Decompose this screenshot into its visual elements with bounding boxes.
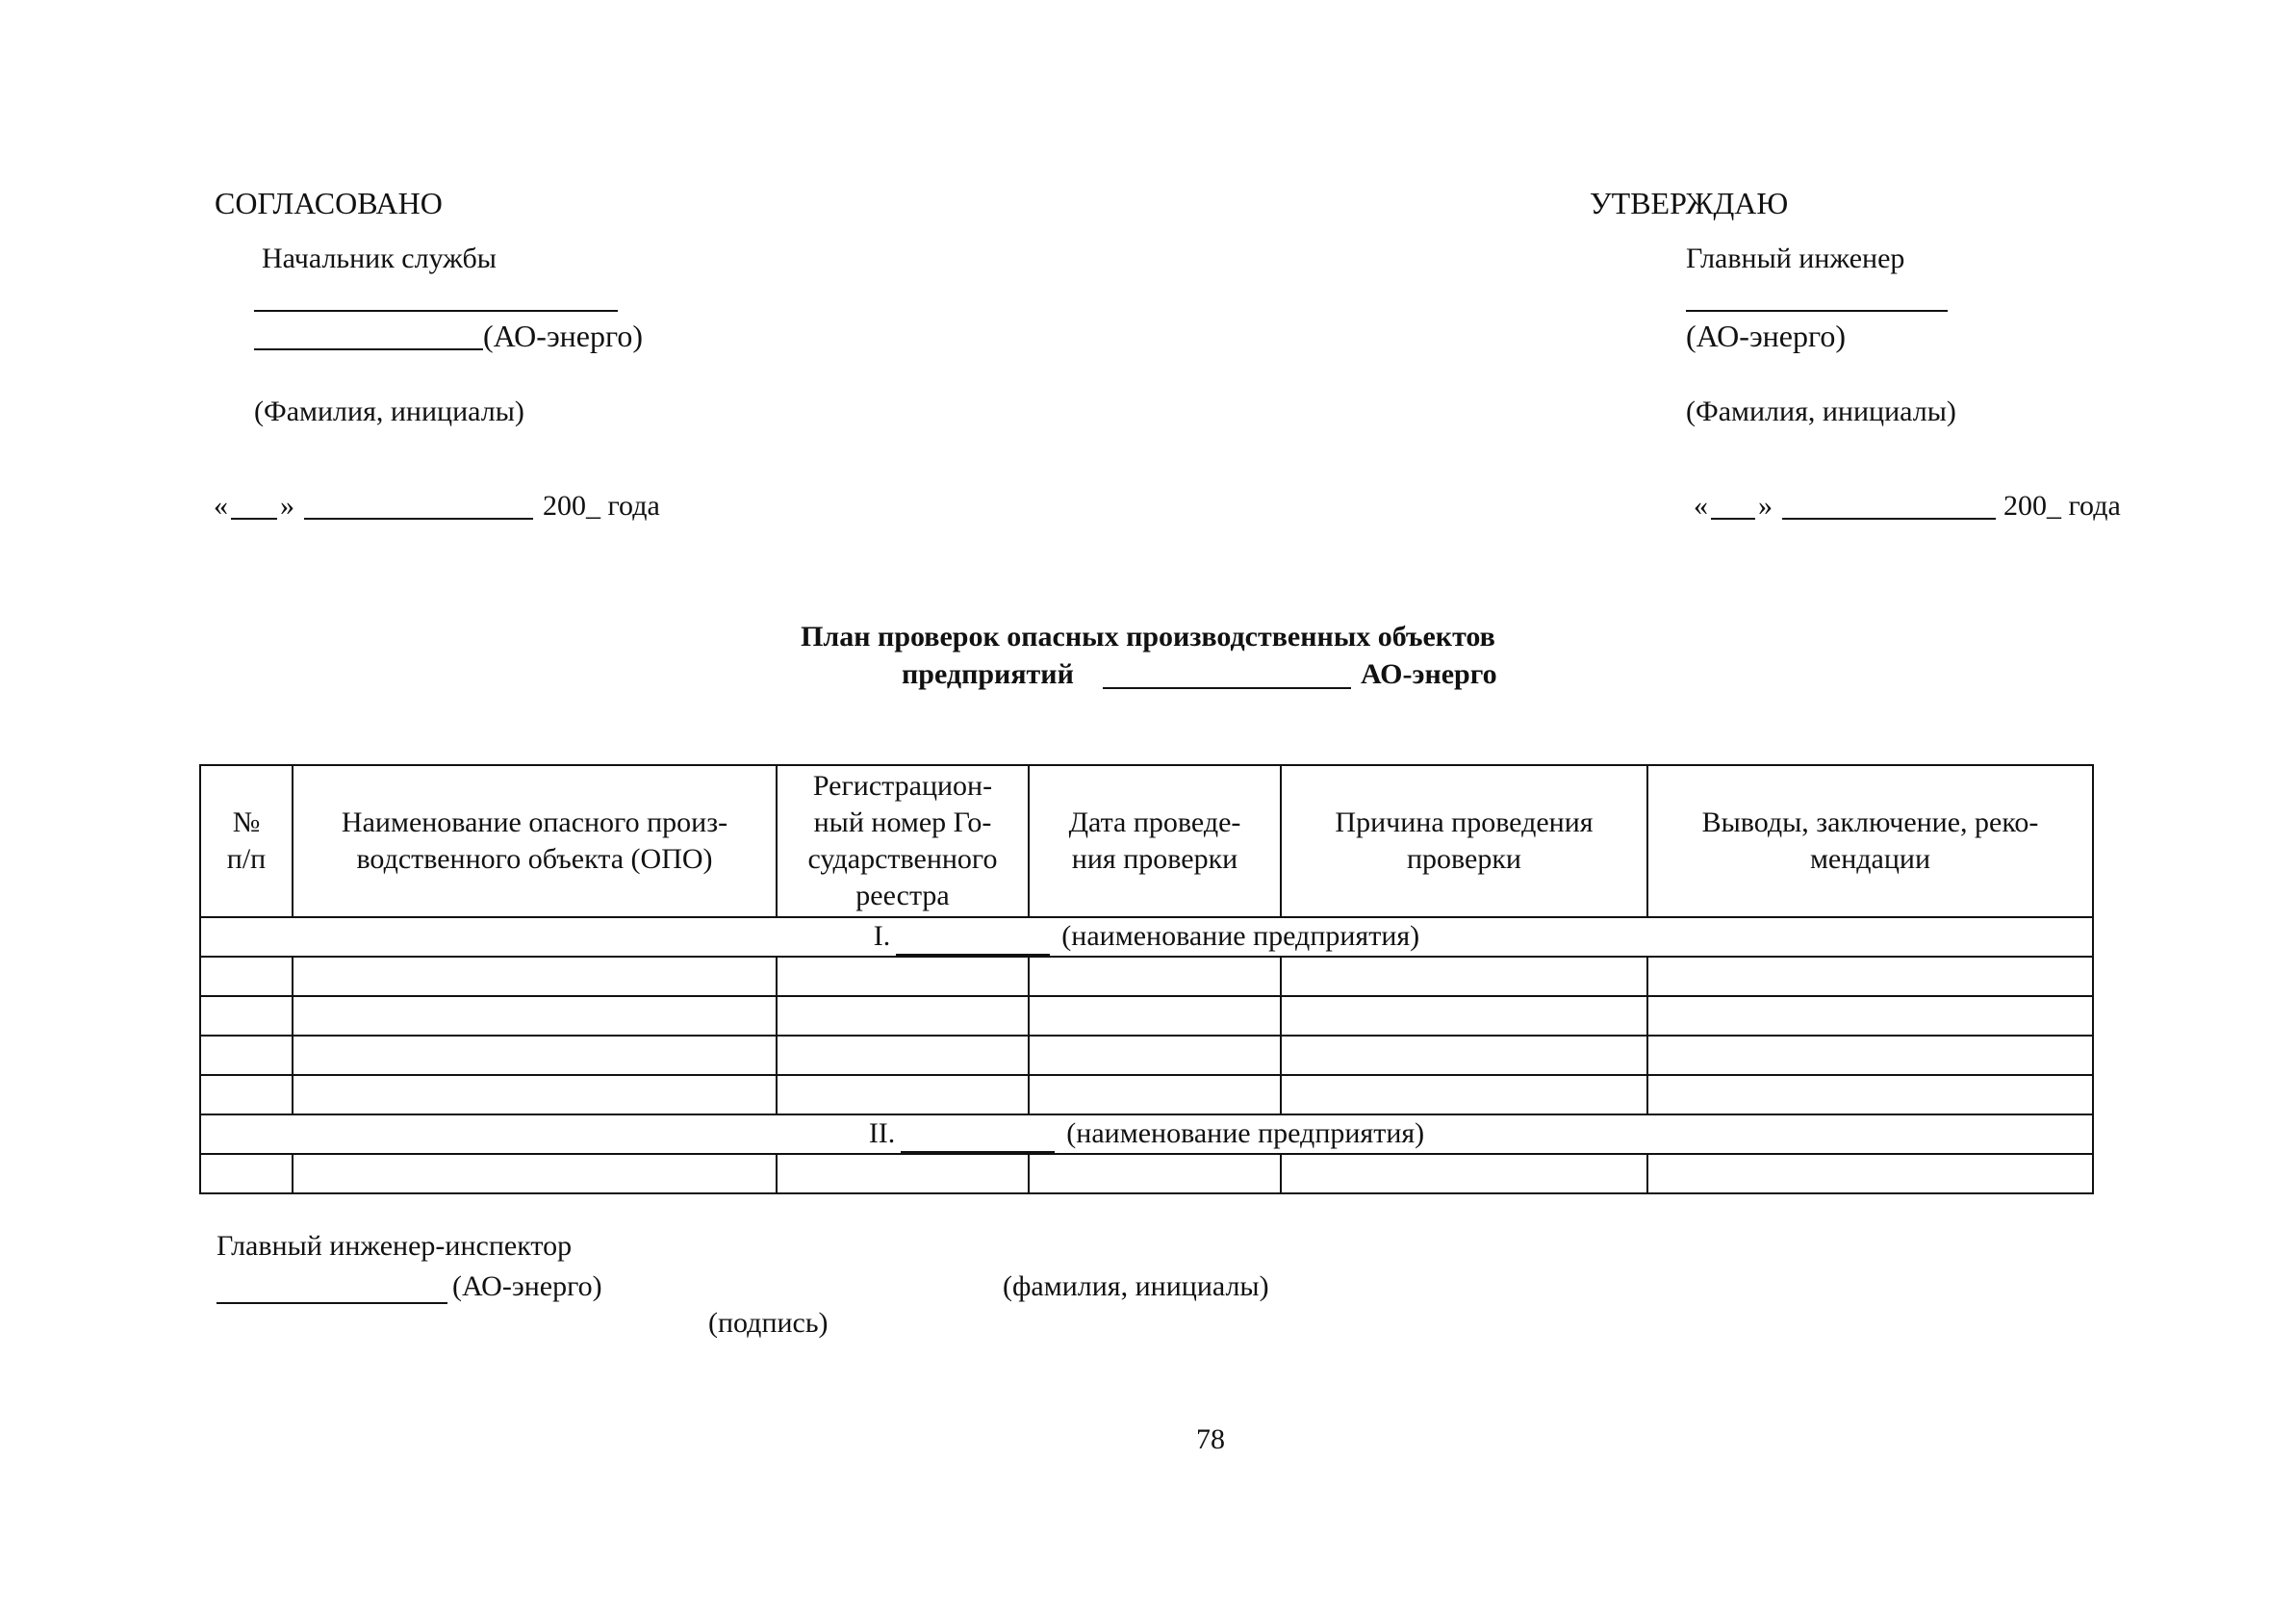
signature-position: Главный инженер-инспектор: [217, 1230, 573, 1262]
approval-left-position: Начальник службы: [262, 243, 497, 274]
header-line: Наименование опасного произ-: [341, 806, 728, 838]
document-title-prefix: предприятий: [902, 658, 1074, 690]
approval-left-date-close: »: [280, 490, 294, 522]
page-number: 78: [1196, 1423, 1225, 1455]
section-number: II.: [868, 1116, 896, 1149]
header-line: реестра: [855, 880, 950, 911]
table-cell: [1647, 996, 2093, 1036]
table-cell: [1281, 1075, 1647, 1114]
header-cell-object-name-lines: [293, 805, 776, 878]
table-cell: [293, 1154, 777, 1193]
header-cell-registry-number-lines: [778, 768, 1028, 914]
table-cell: [293, 957, 777, 996]
table-cell: [200, 1075, 293, 1114]
signature-org: (АО-энерго): [452, 1270, 602, 1302]
signature-org-line: [217, 1302, 447, 1304]
section-label-group: [874, 919, 1419, 956]
header-line: Дата проведе-: [1068, 806, 1241, 838]
approval-right-position: Главный инженер: [1686, 243, 1905, 274]
section-label: (наименование предприятия): [1061, 919, 1420, 952]
table-cell: [1647, 1036, 2093, 1075]
table-row: [200, 1075, 2093, 1114]
approval-left-org-line: [254, 348, 483, 350]
header-line: п/п: [226, 843, 267, 875]
header-cell-inspection-date-lines: [1030, 805, 1280, 878]
approval-right-date-close: »: [1758, 490, 1773, 522]
header-line: Выводы, заключение, реко-: [1701, 806, 2039, 838]
table-cell: [1647, 1154, 2093, 1193]
table-cell: [1029, 996, 1281, 1036]
table-cell: [200, 1036, 293, 1075]
document-title-suffix: АО-энерго: [1361, 658, 1497, 690]
header-cell-object-name: [293, 765, 777, 917]
table-cell: [1029, 1075, 1281, 1114]
section-row: [200, 1114, 2093, 1154]
approval-right-day-line: [1711, 518, 1755, 520]
approval-left-org: (АО-энерго): [483, 319, 643, 353]
header-line: водственного объекта (ОПО): [356, 843, 713, 875]
table-cell: [1029, 957, 1281, 996]
document-title-line1: План проверок опасных производственных объектов: [801, 621, 1495, 653]
header-line: Причина проведения: [1335, 806, 1594, 838]
table-body: [200, 917, 2093, 1193]
document-title-blank: [1103, 687, 1351, 689]
header-line: мендации: [1809, 843, 1931, 875]
approval-right-name-line: [1686, 310, 1948, 312]
section-number: I.: [873, 919, 891, 952]
approval-right-month-line: [1782, 518, 1996, 520]
table-cell: [777, 996, 1029, 1036]
header-line: ния проверки: [1071, 843, 1238, 875]
approval-right-org: (АО-энерго): [1686, 319, 1846, 353]
header-cell-inspection-reason: [1281, 765, 1647, 917]
approval-left-heading: СОГЛАСОВАНО: [215, 186, 443, 220]
table-cell: [1281, 957, 1647, 996]
header-line: проверки: [1407, 843, 1521, 875]
section-name-blank: [901, 1116, 1055, 1153]
table-row: [200, 1154, 2093, 1193]
table-cell: [777, 957, 1029, 996]
table-cell: [777, 1075, 1029, 1114]
approval-right-date-open: «: [1694, 490, 1708, 522]
section-label-group: [869, 1116, 1424, 1153]
section-name-blank: [896, 919, 1050, 956]
section-cell: [200, 917, 2093, 957]
header-line: сударственного: [807, 843, 998, 875]
table-header-row: [200, 765, 2093, 917]
table-cell: [1281, 1036, 1647, 1075]
approval-left-date-year: 200_ года: [543, 490, 660, 522]
signature-name-hint: (фамилия, инициалы): [1003, 1270, 1269, 1302]
header-cell-inspection-date: [1029, 765, 1281, 917]
header-line: Регистрацион-: [812, 770, 993, 802]
table-cell: [777, 1036, 1029, 1075]
table-cell: [777, 1154, 1029, 1193]
table-cell: [293, 1075, 777, 1114]
approval-right-name-hint: (Фамилия, инициалы): [1686, 396, 1956, 427]
table-row: [200, 1036, 2093, 1075]
header-line: ный номер Го-: [813, 806, 992, 838]
table-cell: [293, 1036, 777, 1075]
table-row: [200, 996, 2093, 1036]
section-label: (наименование предприятия): [1066, 1116, 1425, 1149]
approval-left-name-hint: (Фамилия, инициалы): [254, 396, 524, 427]
approval-left-name-line: [254, 310, 618, 312]
header-cell-registry-number: [777, 765, 1029, 917]
approval-right-heading: УТВЕРЖДАЮ: [1590, 186, 1789, 220]
inspection-plan-table: [199, 764, 2094, 1194]
table-cell: [1281, 996, 1647, 1036]
signature-sign-hint: (подпись): [708, 1307, 829, 1339]
section-row: [200, 917, 2093, 957]
table-cell: [1281, 1154, 1647, 1193]
table-cell: [1029, 1154, 1281, 1193]
table-cell: [200, 1154, 293, 1193]
header-line: №: [232, 806, 261, 838]
approval-left-day-line: [231, 518, 277, 520]
header-cell-number-lines: [201, 805, 292, 878]
table-cell: [1647, 1075, 2093, 1114]
header-cell-inspection-reason-lines: [1282, 805, 1646, 878]
header-cell-number: [200, 765, 293, 917]
table-row: [200, 957, 2093, 996]
section-cell: [200, 1114, 2093, 1154]
table-cell: [293, 996, 777, 1036]
approval-left-month-line: [304, 518, 533, 520]
approval-right-date-year: 200_ года: [2003, 490, 2121, 522]
table-cell: [200, 957, 293, 996]
header-cell-conclusions: [1647, 765, 2093, 917]
table-cell: [1029, 1036, 1281, 1075]
table-cell: [200, 996, 293, 1036]
table-cell: [1647, 957, 2093, 996]
approval-left-date-open: «: [214, 490, 228, 522]
header-cell-conclusions-lines: [1648, 805, 2092, 878]
